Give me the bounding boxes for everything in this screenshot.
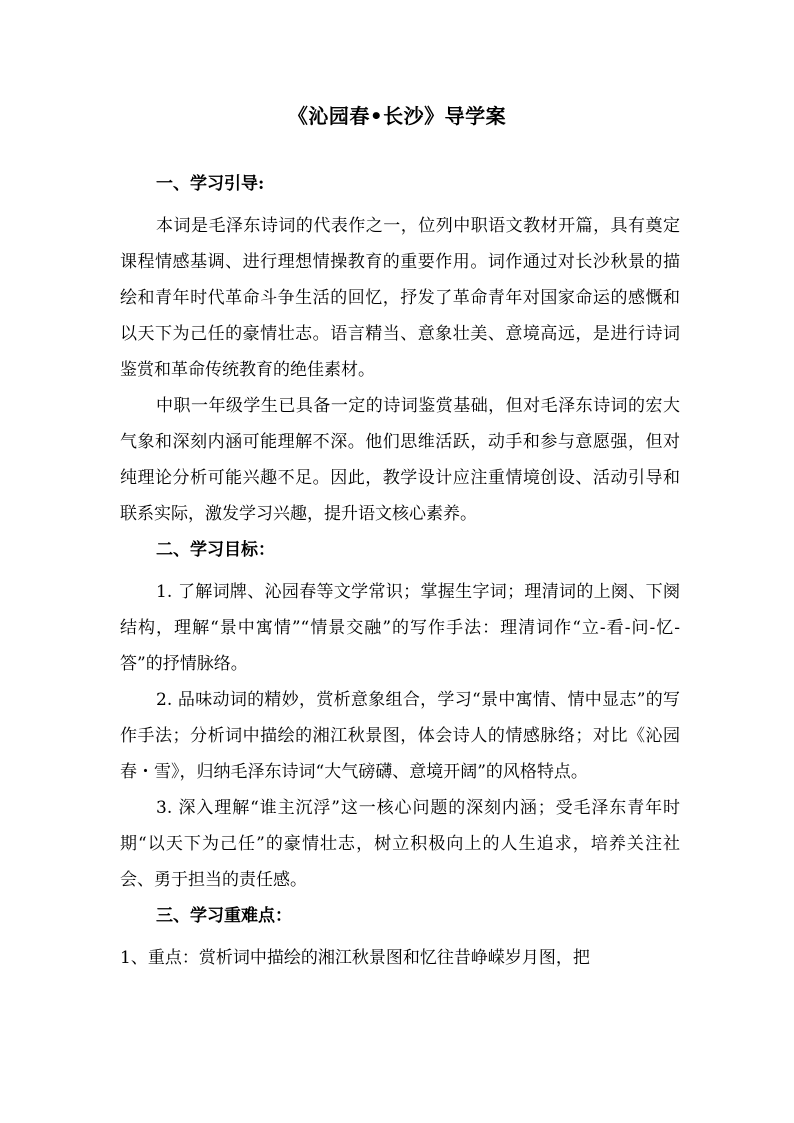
document-body: [120, 172, 680, 976]
paragraph: 1、重点：赏析词中描绘的湘江秋景图和忆往昔峥嵘岁月图，把: [120, 948, 590, 968]
paragraph: 本词是毛泽东诗词的代表作之一，位列中职语文教材开篇，具有奠定课程情感基调、进行理想情操教育的重要作用。词作通过对长沙秋景的描绘和青年时代革命斗争生活的回忆，抒发了革命青年对国家命运的感慨和以天下为己任的豪情壮志。语言精当、意象壮美、意境高远，是进行诗词鉴赏和革命传统教育的绝佳素材。: [120, 216, 680, 380]
paragraph: 3. 深入理解“谁主沉浮”这一核心问题的深刻内涵；受毛泽东青年时期“以天下为己任”的豪情壮志，树立积极向上的人生追求，培养关注社会、勇于担当的责任感。: [120, 798, 680, 890]
section-heading-key-points: 三、学习重难点：: [156, 906, 292, 926]
section-heading-guide: 一、学习引导:: [156, 174, 265, 194]
paragraph: 中职一年级学生已具备一定的诗词鉴赏基础，但对毛泽东诗词的宏大气象和深刻内涵可能理解不深。他们思维活跃，动手和参与意愿强，但对纯理论分析可能兴趣不足。因此，教学设计应注重情境创设、活动引导和联系实际，激发学习兴趣，提升语文核心素养。: [120, 396, 680, 524]
paragraph: 1. 了解词牌、沁园春等文学常识；掌握生字词；理清词的上阕、下阕结构，理解“景中寓情”“情景交融”的写作手法：理清词作“立-看-问-忆-答”的抒情脉络。: [120, 582, 680, 674]
document-title: 《沁园春•长沙》导学案: [287, 104, 507, 128]
paragraph: 2. 品味动词的精妙，赏析意象组合，学习“景中寓情、情中显志”的写作手法；分析词中描绘的湘江秋景图，体会诗人的情感脉络；对比《沁园春・雪》，归纳毛泽东诗词“大气磅礴、意境开阔”的风格特点。: [120, 690, 680, 782]
section-heading-goals: 二、学习目标：: [156, 540, 275, 560]
